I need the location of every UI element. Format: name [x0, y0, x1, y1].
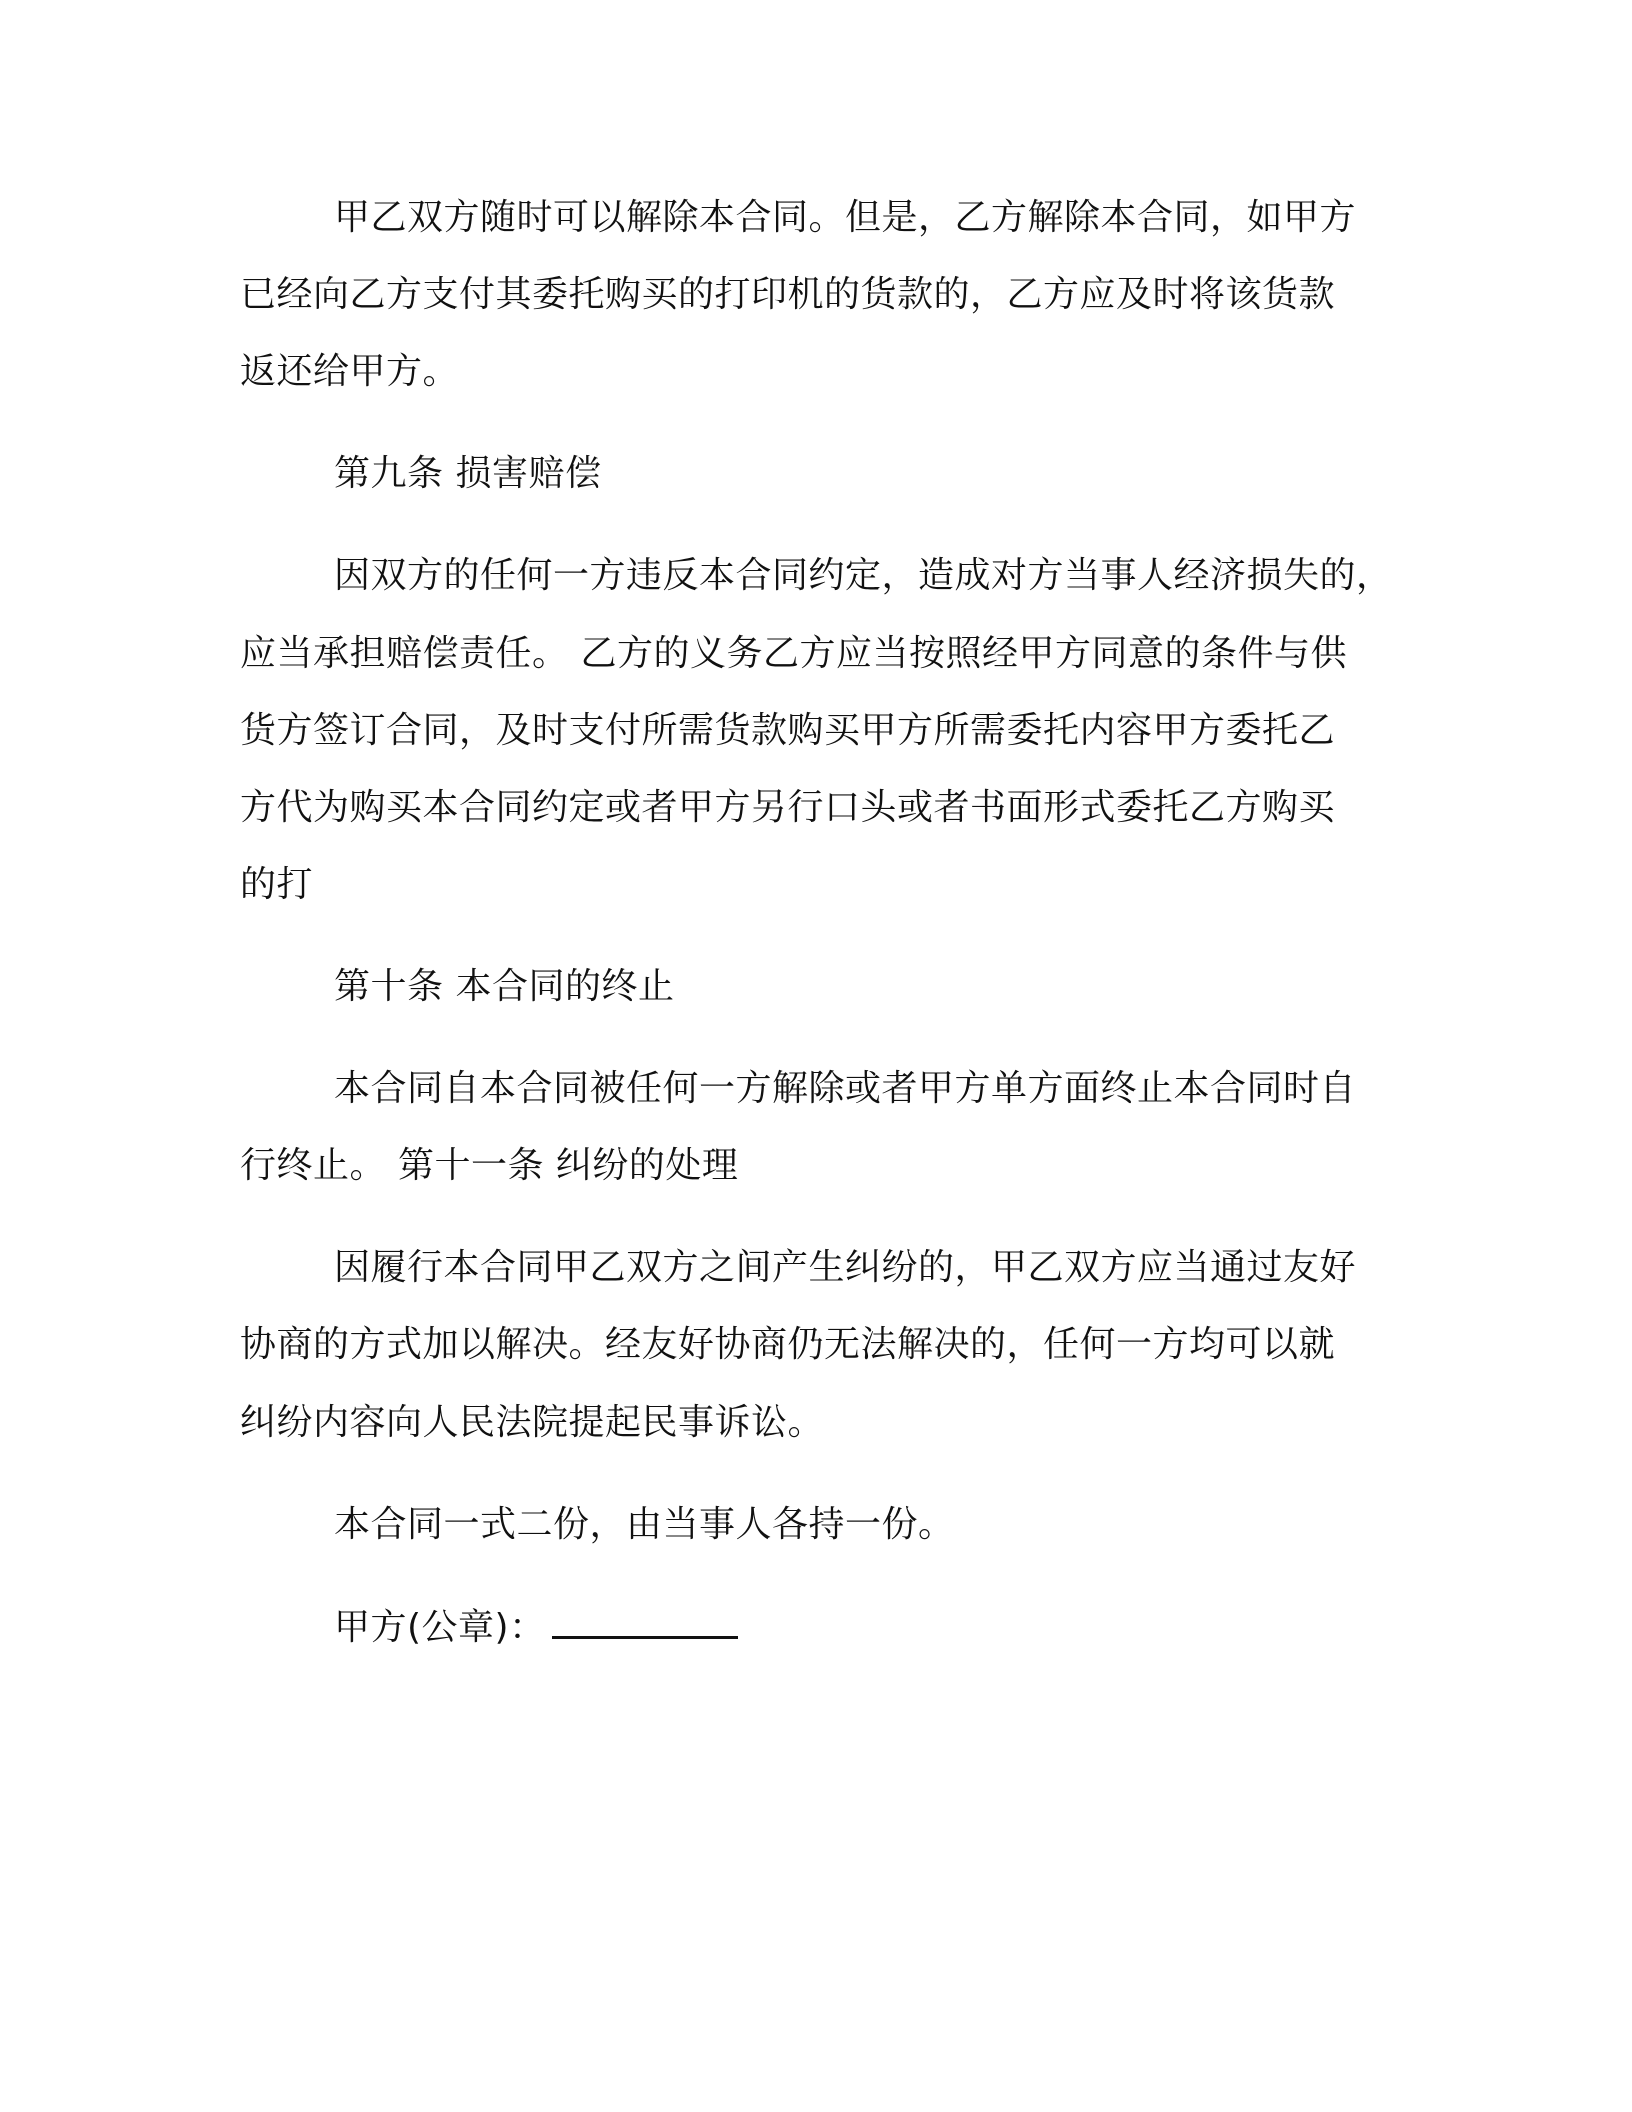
copies-clause: 本合同一式二份，由当事人各持一份。: [334, 1504, 955, 1545]
signature-line: [334, 1602, 738, 1652]
article9-line-5: 的打: [240, 864, 314, 905]
p1-line-1: 甲乙双方随时可以解除本合同。但是，乙方解除本合同，如甲方: [334, 197, 1357, 238]
article9-line-2: 应当承担赔偿责任。 乙方的义务乙方应当按照经甲方同意的条件与供: [240, 633, 1347, 674]
p1-line-2: 已经向乙方支付其委托购买的打印机的货款的，乙方应及时将该货款: [240, 274, 1336, 315]
article11-line-2: 协商的方式加以解决。经友好协商仍无法解决的，任何一方均可以就: [240, 1324, 1336, 1365]
article10-line-1: 本合同自本合同被任何一方解除或者甲方单方面终止本合同时自: [334, 1068, 1357, 1109]
signature-blank: [552, 1602, 738, 1639]
article10-line-2: 行终止。 第十一条 纠纷的处理: [240, 1145, 739, 1186]
signature-label: 甲方(公章)：: [334, 1607, 546, 1648]
article11-line-3: 纠纷内容向人民法院提起民事诉讼。: [240, 1402, 825, 1443]
article9-heading: 第九条 损害赔偿: [334, 453, 602, 494]
article9-line-3: 货方签订合同，及时支付所需货款购买甲方所需委托内容甲方委托乙: [240, 710, 1336, 751]
article9-line-1: 因双方的任何一方违反本合同约定，造成对方当事人经济损失的，: [334, 555, 1393, 596]
article11-line-1: 因履行本合同甲乙双方之间产生纠纷的，甲乙双方应当通过友好: [334, 1247, 1357, 1288]
p1-line-3: 返还给甲方。: [240, 351, 460, 392]
article9-line-4: 方代为购买本合同约定或者甲方另行口头或者书面形式委托乙方购买: [240, 787, 1336, 828]
article10-heading: 第十条 本合同的终止: [334, 966, 675, 1007]
